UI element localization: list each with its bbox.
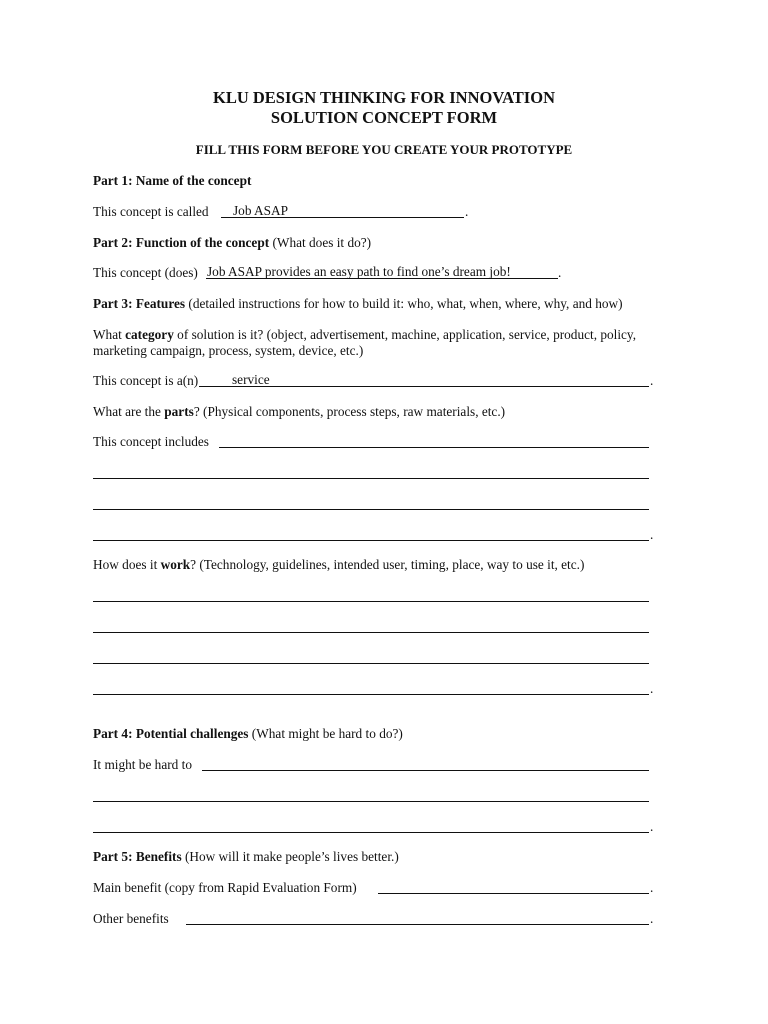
form-title-line1: KLU DESIGN THINKING FOR INNOVATION <box>213 88 555 107</box>
part5-heading-row <box>93 849 399 865</box>
part1-heading: Part 1: Name of the concept <box>93 173 252 188</box>
main-benefit-prompt: Main benefit (copy from Rapid Evaluation Form) <box>93 880 357 895</box>
category-question: What category of solution is it? (object, advertisement, machine, application, service, product, policy, marketing campaign, process, system, device, etc.) <box>93 327 637 358</box>
challenge-line-1[interactable] <box>202 770 649 771</box>
period: . <box>650 819 654 834</box>
form-instruction: FILL THIS FORM BEFORE YOU CREATE YOUR PROTOTYPE <box>195 142 573 157</box>
challenge-line-2[interactable] <box>93 801 649 802</box>
period: . <box>650 911 654 926</box>
category-keyword: category <box>125 327 174 342</box>
challenge-line-3[interactable] <box>93 832 649 833</box>
part3-note: (detailed instructions for how to build it: who, what, when, where, why, and how) <box>188 296 623 311</box>
parts-keyword: parts <box>164 404 194 419</box>
work-keyword: work <box>160 557 191 572</box>
category-answer[interactable]: service <box>232 372 270 387</box>
concept-name-answer[interactable]: Job ASAP <box>233 203 289 218</box>
part4-heading-row <box>93 726 403 742</box>
category-prompt: This concept is a(n) <box>93 373 199 388</box>
period: . <box>650 880 654 895</box>
part3-heading-row <box>93 296 623 312</box>
part2-heading: Part 2: Function of the concept <box>93 235 270 250</box>
period: . <box>650 681 654 696</box>
part2-heading-row <box>93 235 371 251</box>
parts-question: What are the parts? (Physical components, process steps, raw materials, etc.) <box>93 404 506 419</box>
period: . <box>558 265 562 280</box>
period: . <box>650 373 654 388</box>
work-question: How does it work? (Technology, guidelines, intended user, timing, place, way to use it, etc.) <box>93 557 585 572</box>
part3-heading: Part 3: Features <box>93 296 186 311</box>
part5-heading: Part 5: Benefits <box>93 849 182 864</box>
main-benefit-line[interactable] <box>378 893 649 894</box>
work-line-3[interactable] <box>93 663 649 664</box>
part5-note: (How will it make people’s lives better.) <box>184 849 399 864</box>
work-line-2[interactable] <box>93 632 649 633</box>
other-benefits-line[interactable] <box>186 924 649 925</box>
period: . <box>465 204 469 219</box>
form-title-line2: SOLUTION CONCEPT FORM <box>270 108 498 127</box>
work-line-4[interactable] <box>93 694 649 695</box>
period: . <box>650 527 654 542</box>
parts-line-2[interactable] <box>93 478 649 479</box>
work-line-1[interactable] <box>93 601 649 602</box>
part2-note: (What does it do?) <box>272 235 372 250</box>
parts-prompt: This concept includes <box>93 434 209 449</box>
part4-heading: Part 4: Potential challenges <box>93 726 249 741</box>
other-benefits-prompt: Other benefits <box>93 911 169 926</box>
parts-line-1[interactable] <box>219 447 649 448</box>
part4-note: (What might be hard to do?) <box>251 726 403 741</box>
part4-prompt: It might be hard to <box>93 757 192 772</box>
function-answer[interactable]: Job ASAP provides an easy path to find one’s dream job! <box>207 264 511 279</box>
part2-prompt: This concept (does) <box>93 265 198 280</box>
parts-line-4[interactable] <box>93 540 649 541</box>
part1-prompt: This concept is called <box>93 204 209 219</box>
parts-line-3[interactable] <box>93 509 649 510</box>
